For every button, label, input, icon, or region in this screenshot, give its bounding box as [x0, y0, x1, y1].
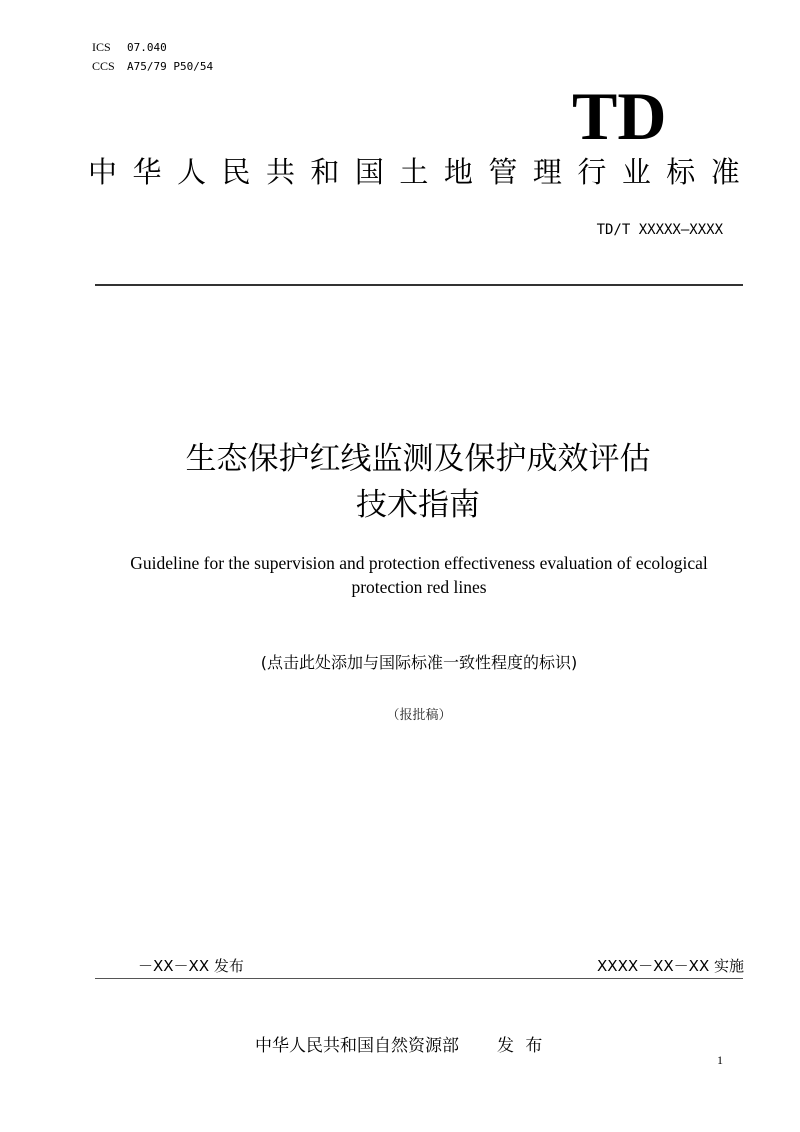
title-char: 标: [666, 155, 696, 189]
page-number: 1: [717, 1053, 723, 1067]
standard-number: TD/T XXXXX—XXXX: [596, 222, 723, 238]
issuer-verb: 发 布: [497, 1036, 543, 1056]
title-char: 理: [532, 155, 562, 189]
classification-codes: [92, 38, 213, 76]
title-char: 土: [399, 155, 429, 189]
ccs-code: [92, 57, 213, 76]
title-char: 管: [488, 155, 518, 189]
title-char: 和: [310, 155, 340, 189]
conformity-note[interactable]: (点击此处添加与国际标准一致性程度的标识): [260, 653, 578, 672]
title-char: 华: [132, 155, 162, 189]
title-char: 共: [265, 155, 295, 189]
td-logo: TD: [572, 78, 667, 154]
standard-type-title: [88, 152, 740, 192]
issuer: [255, 1034, 542, 1058]
draft-stage: （报批稿）: [386, 708, 452, 723]
title-char: 行: [577, 155, 607, 189]
ics-code: [92, 38, 213, 57]
issue-date: －XX－XX 发布: [138, 957, 244, 975]
document-title-en: Guideline for the supervision and protection effectiveness evaluation of ecological protection red lines: [130, 553, 708, 597]
title-line-1: 生态保护红线监测及保护成效评估: [185, 441, 651, 477]
title-char: 业: [621, 155, 651, 189]
document-title-zh: [0, 436, 800, 528]
title-char: 准: [710, 155, 740, 189]
title-char: 中: [88, 155, 118, 189]
footer-divider: [95, 978, 743, 979]
ccs-value: A75/79 P50/54: [127, 60, 214, 73]
title-char: 人: [176, 155, 206, 189]
issuer-name: 中华人民共和国自然资源部: [255, 1036, 459, 1056]
title-char: 国: [354, 155, 384, 189]
ics-value: 07.040: [127, 41, 167, 54]
title-char: 民: [221, 155, 251, 189]
title-line-2: 技术指南: [356, 487, 480, 523]
implementation-date: XXXX－XX－XX 实施: [597, 957, 744, 975]
title-char: 地: [443, 155, 473, 189]
ccs-label: CCS: [92, 59, 115, 73]
ics-label: ICS: [92, 40, 111, 54]
header-divider: [95, 284, 743, 286]
